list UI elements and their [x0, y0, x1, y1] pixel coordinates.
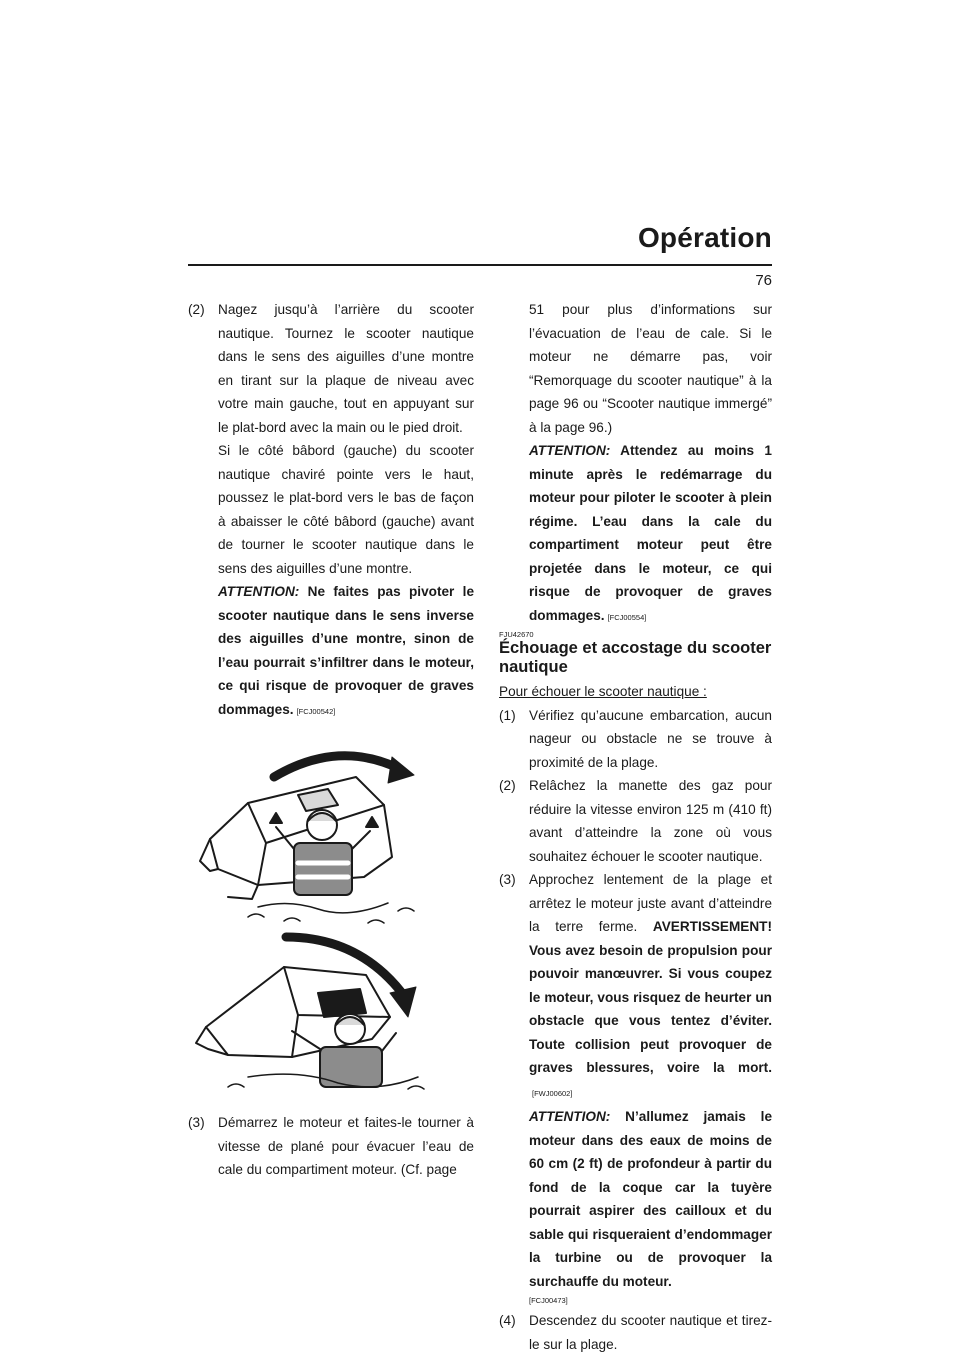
step-number: (3): [188, 1115, 205, 1130]
step-text-continued: Si le côté bâbord (gauche) du scooter nautique chaviré pointe vers le haut, poussez le plat-bord vers le bas de façon à abaisser le côté bâbord (gauche) avant de tourner le scooter nautique dans le sens des aiguilles d’une montre.: [218, 443, 474, 576]
attention-note: [218, 580, 474, 723]
attention-text: Attendez au moins 1 minute après le redémarrage du moteur pour piloter le scooter à plein régime. L’eau dans la cale du compartiment moteur peut être projetée dans le moteur, ce qui risque de provoquer de graves dommages.: [529, 443, 772, 623]
step-text: Vérifiez qu’aucune embarcation, aucun nageur ou obstacle ne se trouve à proximité de la plage.: [529, 707, 772, 770]
right-column: [499, 298, 772, 1356]
attention-text: Ne faites pas pivoter le scooter nautique dans le sens inverse des aiguilles d’une montre, sinon de l’eau pourrait s’infiltrer dans le moteur, ce qui risque de provoquer de graves dommages.: [218, 584, 475, 717]
section-title: Échouage et accostage du scooter nautique: [499, 639, 772, 676]
step-text: Démarrez le moteur et faites-le tourner à vitesse de plané pour évacuer l’eau de cale du compartiment moteur. (Cf. page: [218, 1115, 474, 1177]
step-number: (2): [499, 778, 516, 793]
sub-heading: Pour échouer le scooter nautique :: [499, 684, 707, 699]
header-divider: [188, 264, 772, 266]
step-text: Nagez jusqu’à l’arrière du scooter nautique. Tournez le scooter nautique dans le sens des aiguilles d’une montre en tirant sur la plaque de niveau avec votre main gauche, tout en appuyant sur le plat-bord avec la main ou le pied droit.: [218, 302, 474, 435]
list-item: [499, 774, 772, 868]
step-text: Relâchez la manette des gaz pour réduire la vitesse environ 125 m (410 ft) avant d’atteindre la zone où vous souhaitez échouer le scooter nautique.: [529, 778, 772, 864]
step-number: (1): [499, 707, 516, 723]
left-column: [188, 298, 474, 1182]
attention-code: [FCJ00473]: [529, 1296, 568, 1305]
step-text: Descendez du scooter nautique et tirez-le sur la plage.: [529, 1313, 772, 1352]
attention-code: [FCJ00554]: [607, 612, 647, 622]
step-number: (4): [499, 1313, 516, 1328]
page-title: Opération: [637, 222, 772, 253]
list-item: [499, 868, 772, 1309]
warning-text: AVERTISSEMENT! Vous avez besoin de propulsion pour pouvoir manœuvrer. Si vous coupez le moteur, vous risquez de heurter un obstacle que vous tentez d’éviter. Toute collision peut provoquer de graves blessures, voire la mort.: [529, 919, 772, 1075]
step-3: [188, 1111, 474, 1182]
section-tag: FJU42670: [499, 630, 534, 639]
attention-label: ATTENTION:: [529, 1109, 611, 1124]
step-number: (3): [499, 872, 516, 887]
step-text-with-warning: [529, 868, 772, 1105]
capsized-craft-illustration: [188, 731, 474, 1101]
list-item: [499, 704, 772, 775]
attention-code: [FCJ00542]: [296, 706, 336, 716]
step-3-continued: [499, 298, 772, 629]
continued-text: 51 pour plus d’informations sur l’évacuation de l’eau de cale. Si le moteur ne démarre pas, voir “Remorquage du scooter nautique” à la page 96 ou “Scooter nautique immergé” à la page 96.): [529, 302, 772, 435]
step-number: (2): [188, 302, 205, 317]
step-2: [188, 298, 474, 723]
step-text: Approchez lentement de la plage et arrêtez le moteur juste avant d’atteindre la terre ferme.: [529, 872, 772, 934]
attention-text: N’allumez jamais le moteur dans des eaux de moins de 60 cm (2 ft) de profondeur à partir du fond de la coque car la tuyère pourrait aspirer des cailloux et du sable qui risqueraient d’endommager la turbine ou de provoquer la surchauffe du moteur.: [529, 1109, 773, 1289]
list-item: [499, 1309, 772, 1356]
attention-note: [529, 1105, 772, 1293]
page-number: 76: [755, 272, 772, 289]
attention-label: ATTENTION:: [218, 584, 300, 599]
attention-note: [529, 439, 772, 629]
attention-label: ATTENTION:: [529, 443, 611, 458]
warning-code: [FWJ00602]: [532, 1088, 573, 1098]
